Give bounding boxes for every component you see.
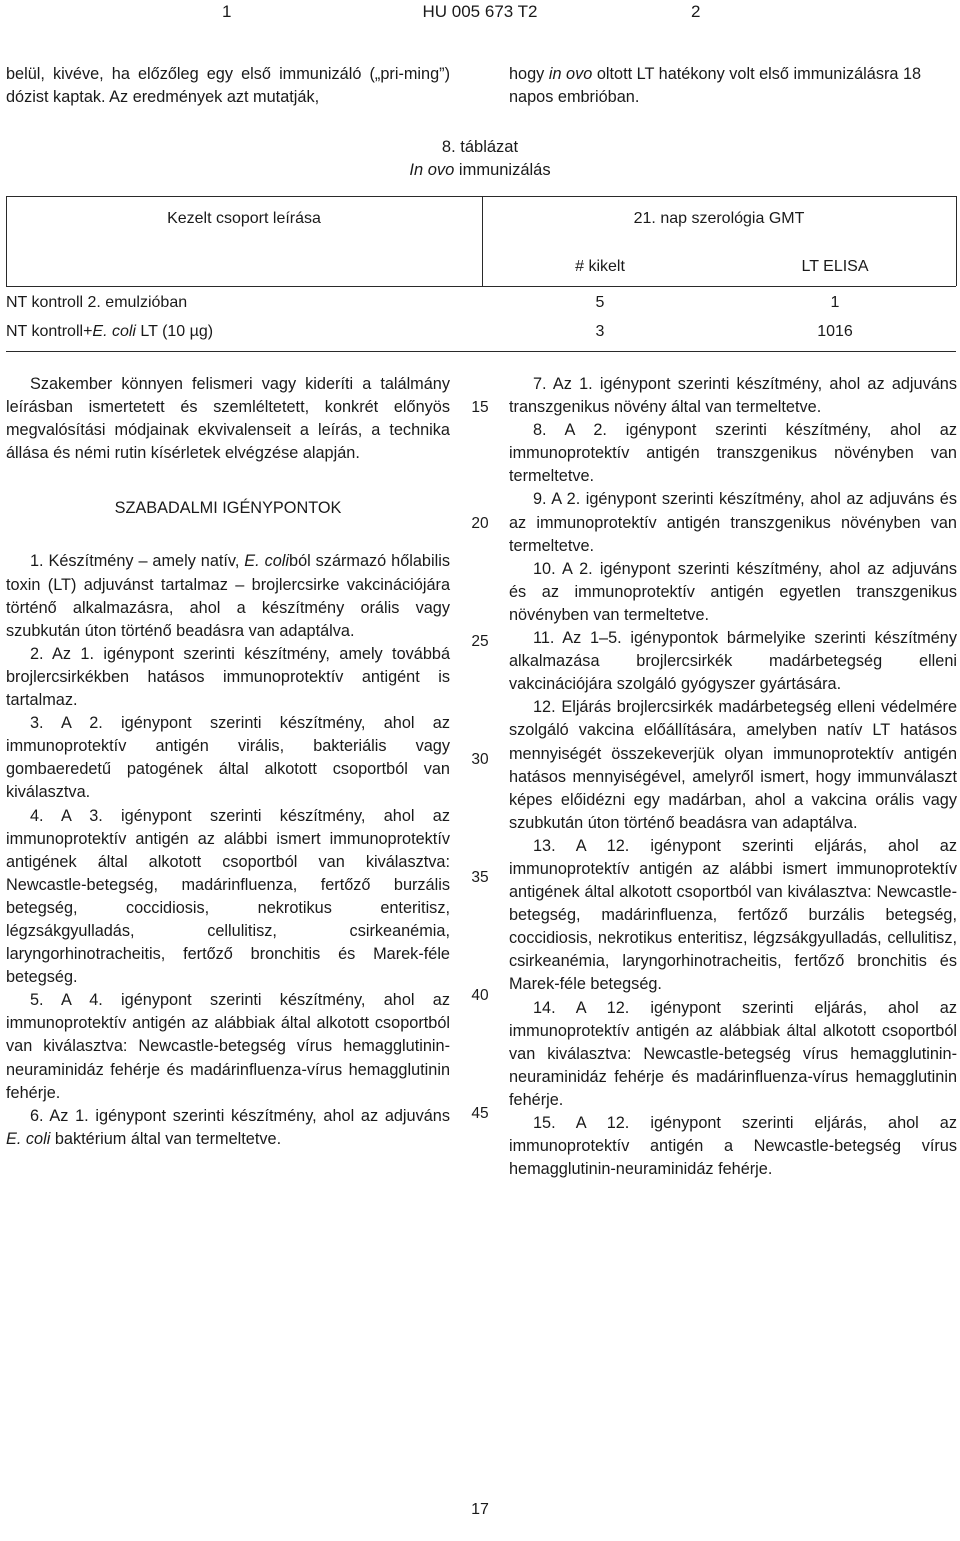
line-number-35: 35 xyxy=(471,869,489,886)
intro-left: belül, kivéve, ha előzőleg egy első immunizáló („pri-ming”) dózist kaptak. Az eredmények azt mutatják, xyxy=(6,65,450,107)
table-header-bottom-rule xyxy=(6,286,956,287)
row1-hatched: 5 xyxy=(595,294,605,311)
row2-hatched: 3 xyxy=(595,323,605,340)
claim-7: 7. Az 1. igénypont szerinti készítmény, ahol az adjuváns transzgenikus növény által van termeltetve. xyxy=(509,375,957,417)
table-bottom-rule xyxy=(6,351,956,352)
claim-6: 6. Az 1. igénypont szerinti készítmény, ahol az adjuváns E. coli baktérium által van termeltetve. xyxy=(6,1106,450,1148)
line-number-20: 20 xyxy=(471,515,489,532)
line-number-15: 15 xyxy=(471,399,489,416)
equivalents-paragraph: Szakember könnyen felismeri vagy kideríti a találmány leírásban ismertetett és szemléltetett, konkrét előnyös megvalósítási módjainak ekvivalenseit a leírás, a technika állása és némi rutin kísérletek elvégzése alapján. xyxy=(6,375,450,463)
claim-8: 8. A 2. igénypont szerinti készítmény, ahol az immunoprotektív antigén transzgenikus növényben van termeltetve. xyxy=(509,421,957,486)
table-number: 8. táblázat xyxy=(441,138,519,156)
line-number-25: 25 xyxy=(471,633,489,650)
line-number-45: 45 xyxy=(471,1105,489,1122)
page-footer-number: 17 xyxy=(471,1501,489,1518)
right-page-number: 2 xyxy=(691,2,701,21)
claim-9: 9. A 2. igénypont szerinti készítmény, ahol az adjuváns és az immunoprotektív antigén transzgenikus növényben van termeltetve. xyxy=(509,490,957,555)
line-number-40: 40 xyxy=(471,987,489,1004)
col-header-group: Kezelt csoport leírása xyxy=(167,210,321,227)
claim-11: 11. Az 1–5. igénypontok bármelyike szerinti készítmény alkalmazása brojlercsirkék madárbetegség elleni vakcinációjára szolgáló gyógyszer gyártására. xyxy=(509,629,957,694)
table-right-rule xyxy=(956,196,957,286)
claim-12: 12. Eljárás brojlercsirkék madárbetegség elleni védelmére szolgáló vakcina előállítására, amelyben natív LT hatásos mennyiségét összekeverjük olyan immunoprotektív antigén hatásos mennyiségével, amelyről ismert, hogy immunválaszt képes előidézni egy madárban, ahol a vakcina orális vagy szubkután úton történő beadásra van adaptálva. xyxy=(509,698,957,832)
immunization-table xyxy=(0,196,960,352)
claims-heading: SZABADALMI IGÉNYPONTOK xyxy=(114,499,342,518)
row2-elisa: 1016 xyxy=(817,323,853,340)
left-column xyxy=(6,373,450,1151)
col-header-lt-elisa: LT ELISA xyxy=(801,258,869,275)
row1-group: NT kontroll 2. emulzióban xyxy=(6,294,188,311)
table-top-rule xyxy=(6,196,956,197)
claim-1: 1. Készítmény – amely natív, E. coliból származó hőlabilis toxin (LT) adjuvánst tartalmaz – brojlercsirke vakcinációjára történő alkalmazásra, ahol a készítmény orális vagy szubkután úton történő beadásra van adaptálva. xyxy=(6,552,450,640)
col-header-serology: 21. nap szerológia GMT xyxy=(633,210,805,227)
table-title: In ovo immunizálás xyxy=(409,161,551,179)
claim-13: 13. A 12. igénypont szerinti eljárás, ahol az immunoprotektív antigén az alábbi ismert immunoprotektív antigének által alkotott csoportból van kiválasztva: Newcastle-betegség, madárinfluenza, fertőző burzális betegség, coccidiosis, nekrotikus enteritisz, légzsákgyulladás, cellulitisz, csirkeanémia, laryngorhinotracheitis, fertőző bronchitis és Marek-féle betegség. xyxy=(509,836,957,994)
claim-4: 4. A 3. igénypont szerinti készítmény, ahol az immunoprotektív antigén az alábbi ismert immunoprotektív antigének által alkotott csoportból van kiválasztva: Newcastle-betegség, madárinfluenza, fertőző burzális betegség, coccidiosis, nekrotikus enteritisz, légzsákgyulladás, cellulitisz, csirkeanémia, laryngorhinotracheitis, fertőző bronchitis és Marek-féle betegség. xyxy=(6,806,450,987)
claim-5: 5. A 4. igénypont szerinti készítmény, ahol az immunoprotektív antigén az alábbiak által alkotott csoportból van kiválasztva: Newcastle-betegség vírus hemagglutinin-neuraminidáz fehérje és madárinfluenza-vírus hemagglutinin fehérje. xyxy=(6,991,450,1102)
claim-10: 10. A 2. igénypont szerinti készítmény, ahol az adjuváns és az immunoprotektív antigén egyetlen transzgenikus növényben van termeltetve. xyxy=(509,559,957,624)
claim-14: 14. A 12. igénypont szerinti eljárás, ahol az immunoprotektív antigén az alábbiak által alkotott csoportból van kiválasztva: Newcastle-betegség vírus hemagglutinin-neuraminidáz fehérje és madárinfluenza-vírus hemagglutinin fehérje. xyxy=(509,998,957,1109)
left-page-number: 1 xyxy=(222,2,232,21)
document-number: HU 005 673 T2 xyxy=(422,2,538,21)
intro-right: hogy in ovo oltott LT hatékony volt első immunizálásra 18 napos embrióban. xyxy=(509,65,922,107)
row1-elisa: 1 xyxy=(830,294,840,311)
line-number-30: 30 xyxy=(471,751,489,768)
right-column xyxy=(509,373,957,1181)
claim-15: 15. A 12. igénypont szerinti eljárás, ahol az immunoprotektív antigén a Newcastle-betegség vírus hemagglutinin-neuraminidáz fehérje. xyxy=(509,1114,957,1179)
claim-3: 3. A 2. igénypont szerinti készítmény, ahol az immunoprotektív antigén virális, bakteriális vagy gombaeredetű patogének által alkotott csoportból van kiválasztva. xyxy=(6,714,450,802)
row2-group: NT kontroll+E. coli LT (10 µg) xyxy=(6,323,214,340)
claim-2: 2. Az 1. igénypont szerinti készítmény, amely továbbá brojlercsirkékben hatásos immunoprotektív antigént is tartalmaz. xyxy=(6,644,450,710)
table-caption xyxy=(0,136,960,182)
col-header-hatched: # kikelt xyxy=(575,258,625,275)
